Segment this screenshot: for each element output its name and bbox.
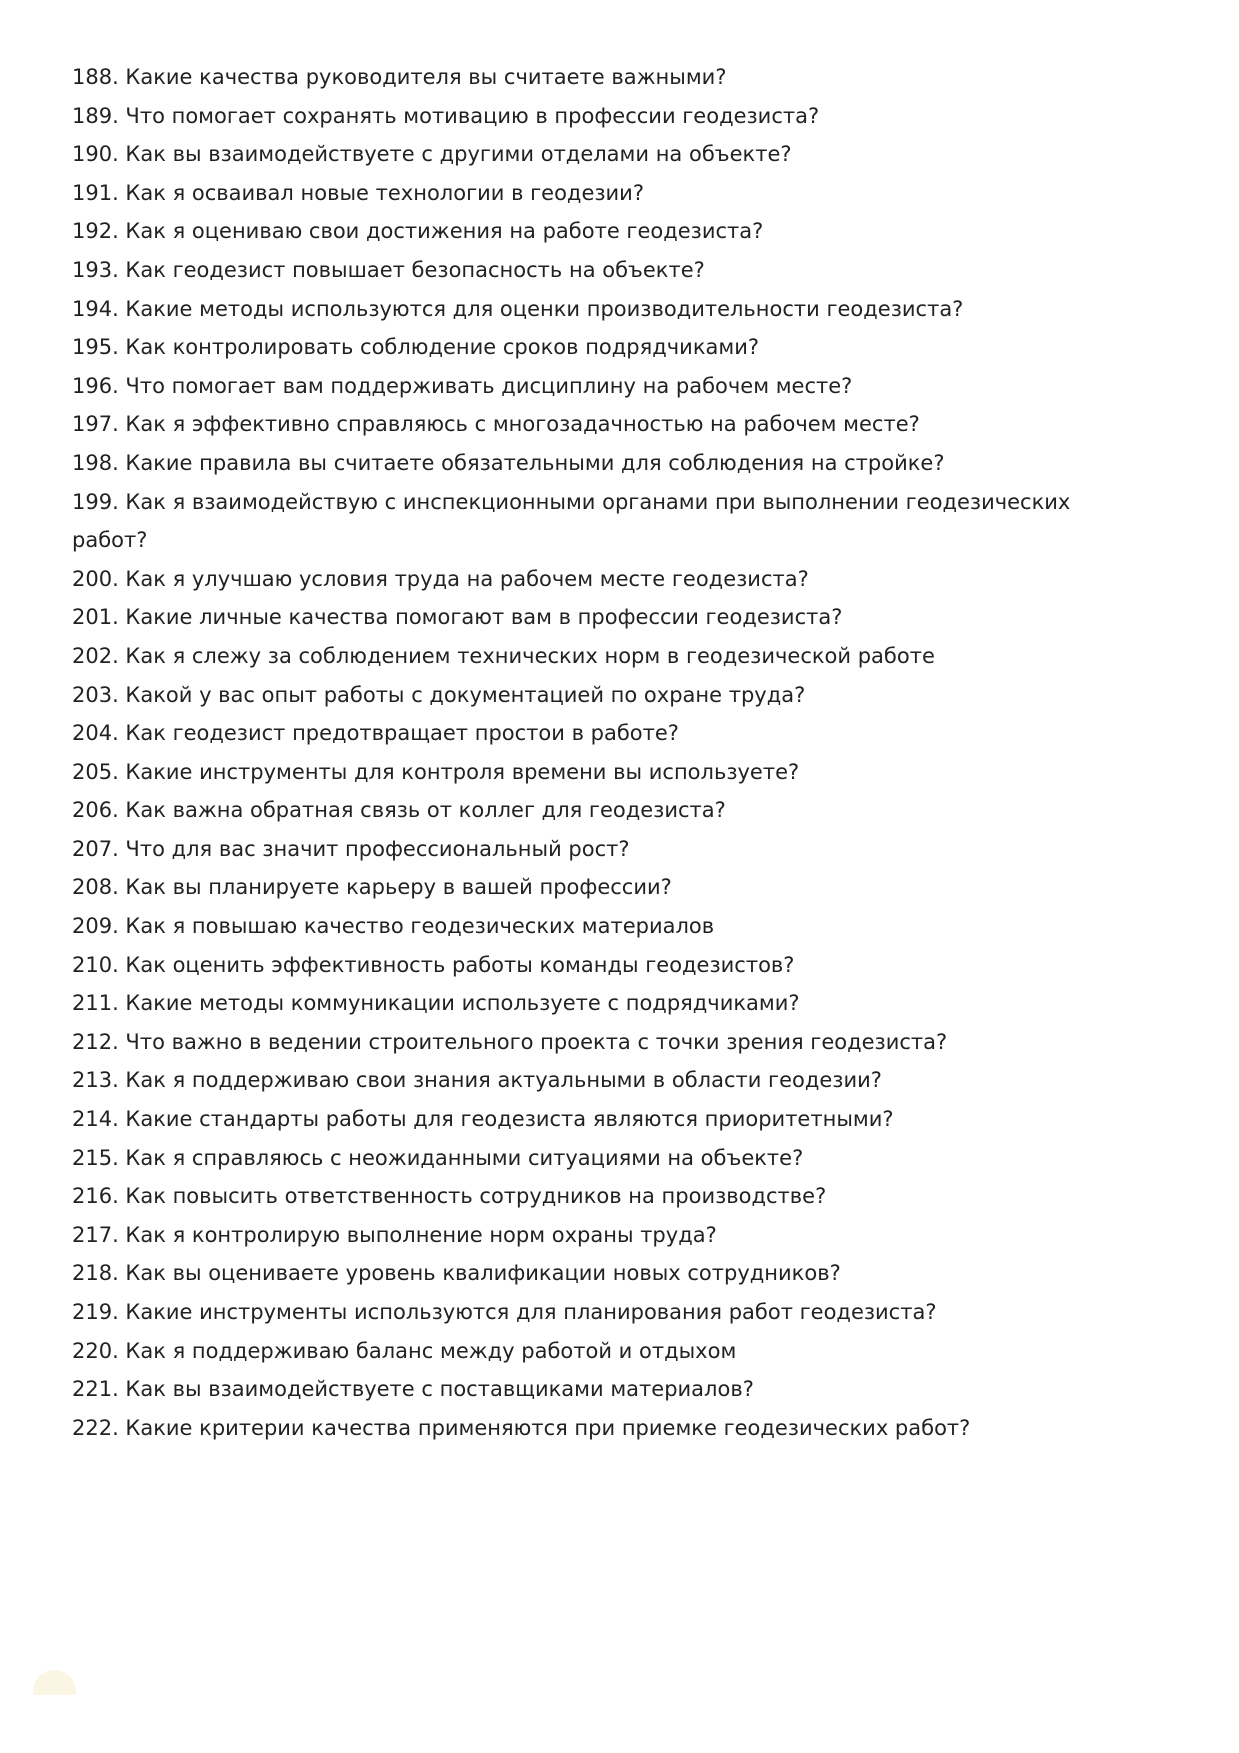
list-item: 207. Что для вас значит профессиональный рост? — [72, 836, 630, 861]
list-item: 195. Как контролировать соблюдение сроков подрядчиками? — [72, 335, 760, 360]
list-item: 191. Как я осваивал новые технологии в геодезии? — [72, 180, 644, 205]
list-item: 219. Какие инструменты используются для планирования работ геодезиста? — [72, 1300, 937, 1324]
list-item: 200. Как я улучшаю условия труда на рабочем месте геодезиста? — [72, 566, 809, 591]
list-item: 213. Как я поддерживаю свои знания актуальными в области геодезии? — [72, 1068, 882, 1093]
list-item: 206. Как важна обратная связь от коллег для геодезиста? — [72, 798, 726, 823]
list-item: 204. Как геодезист предотвращает простои в работе? — [72, 721, 679, 746]
list-item: 217. Как я контролирую выполнение норм охраны труда? — [72, 1222, 717, 1247]
list-item: 220. Как я поддерживаю баланс между работой и отдыхом — [72, 1338, 737, 1363]
list-item: 214. Какие стандарты работы для геодезиста являются приоритетными? — [72, 1107, 894, 1132]
list-item: 208. Как вы планируете карьеру в вашей профессии? — [72, 875, 672, 900]
list-item: 218. Как вы оцениваете уровень квалификации новых сотрудников? — [72, 1261, 841, 1286]
list-item: 199. Как я взаимодействую с инспекционными органами при выполнении геодезических работ? — [72, 489, 1071, 553]
list-item: 216. Как повысить ответственность сотрудников на производстве? — [72, 1184, 827, 1209]
list-item: 193. Как геодезист повышает безопасность на объекте? — [72, 257, 705, 282]
decorative-blob — [33, 1670, 76, 1695]
list-item: 209. Как я повышаю качество геодезических материалов — [72, 914, 715, 939]
list-item: 189. Что помогает сохранять мотивацию в профессии геодезиста? — [72, 103, 820, 128]
list-item: 198. Какие правила вы считаете обязательными для соблюдения на стройке? — [72, 450, 945, 475]
list-item: 197. Как я эффективно справляюсь с многозадачностью на рабочем месте? — [72, 412, 920, 437]
list-item: 212. Что важно в ведении строительного проекта с точки зрения геодезиста? — [72, 1029, 948, 1054]
list-item: 196. Что помогает вам поддерживать дисциплину на рабочем месте? — [72, 373, 853, 398]
list-item: 194. Какие методы используются для оценки производительности геодезиста? — [72, 296, 964, 321]
list-item: 222. Какие критерии качества применяются при приемке геодезических работ? — [72, 1415, 971, 1440]
list-item: 188. Какие качества руководителя вы считаете важными? — [72, 65, 727, 89]
list-item: 192. Как я оцениваю свои достижения на работе геодезиста? — [72, 219, 764, 244]
list-item: 221. Как вы взаимодействуете с поставщиками материалов? — [72, 1377, 754, 1402]
list-item: 203. Какой у вас опыт работы с документацией по охране труда? — [72, 682, 806, 707]
list-item: 211. Какие методы коммуникации используете с подрядчиками? — [72, 991, 800, 1016]
list-item: 205. Какие инструменты для контроля времени вы используете? — [72, 759, 800, 784]
question-list — [72, 58, 1102, 1447]
list-item: 190. Как вы взаимодействуете с другими отделами на объекте? — [72, 142, 792, 167]
list-item: 215. Как я справляюсь с неожиданными ситуациями на объекте? — [72, 1145, 804, 1170]
list-item: 201. Какие личные качества помогают вам в профессии геодезиста? — [72, 605, 843, 630]
list-item: 202. Как я слежу за соблюдением технических норм в геодезической работе — [72, 643, 935, 668]
list-item: 210. Как оценить эффективность работы команды геодезистов? — [72, 952, 795, 977]
